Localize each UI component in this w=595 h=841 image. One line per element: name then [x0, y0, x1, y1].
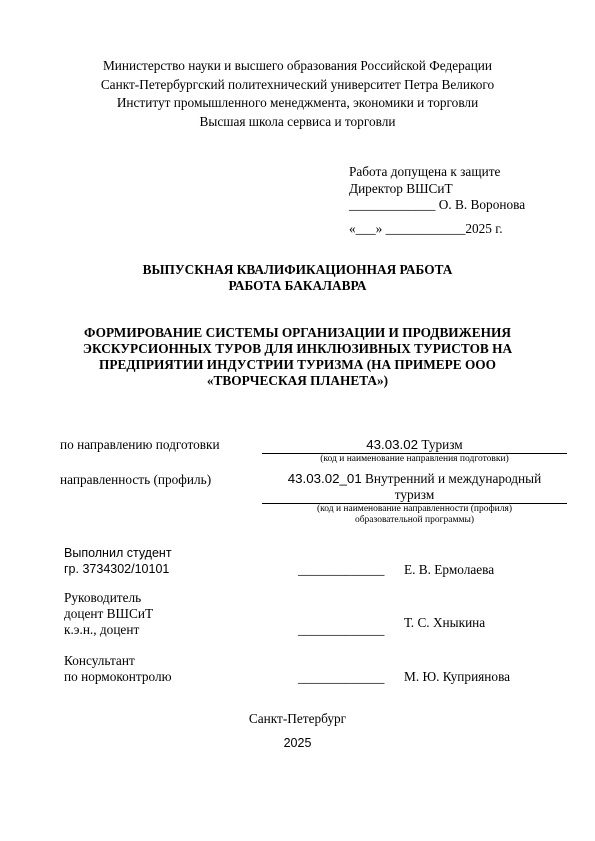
- student-group-number: 3734302/10101: [82, 562, 170, 576]
- student-name: Е. В. Ермолаева: [404, 562, 495, 577]
- institute-line: Институт промышленного менеджмента, экономики и торговли: [116, 95, 479, 110]
- consultant-label: Консультант: [64, 653, 135, 668]
- direction-label: по направлению подготовки: [60, 437, 220, 452]
- approval-date: «___» ____________2025 г.: [349, 221, 503, 236]
- university-line: Санкт-Петербургский политехнический университет Петра Великого: [100, 77, 495, 92]
- footer-city: Санкт-Петербург: [248, 711, 347, 726]
- footer-year: 2025: [283, 736, 312, 750]
- approval-signature: _____________ О. В. Воронова: [349, 197, 526, 212]
- consultant-role: по нормоконтролю: [64, 669, 172, 684]
- student-signature-blank: _____________: [298, 562, 385, 577]
- profile-name: Внутренний и международный: [365, 471, 542, 486]
- profile-value-line-2: туризм: [394, 487, 435, 502]
- direction-value: [262, 437, 567, 453]
- student-label: Выполнил студент: [64, 546, 172, 560]
- work-type-title: ВЫПУСКНАЯ КВАЛИФИКАЦИОННАЯ РАБОТА: [142, 262, 453, 277]
- profile-value-line-1: [262, 471, 567, 487]
- supervisor-position: доцент ВШСиТ: [64, 606, 154, 621]
- approval-admitted: Работа допущена к защите: [349, 164, 501, 179]
- topic-line-3: ПРЕДПРИЯТИИ ИНДУСТРИИ ТУРИЗМА (НА ПРИМЕРЕ ООО: [99, 357, 496, 372]
- direction-name: Туризм: [421, 437, 463, 452]
- consultant-name: М. Ю. Куприянова: [404, 669, 511, 684]
- topic-line-2: ЭКСКУРСИОННЫХ ТУРОВ ДЛЯ ИНКЛЮЗИВНЫХ ТУРИСТОВ НА: [82, 341, 513, 356]
- student-group: [64, 561, 169, 577]
- topic-line-1: ФОРМИРОВАНИЕ СИСТЕМЫ ОРГАНИЗАЦИИ И ПРОДВИЖЕНИЯ: [84, 325, 511, 340]
- approval-director: Директор ВШСиТ: [349, 181, 453, 196]
- consultant-signature-blank: _____________: [298, 670, 385, 685]
- supervisor-label: Руководитель: [64, 590, 142, 605]
- supervisor-signature-blank: _____________: [298, 622, 385, 637]
- direction-caption: (код и наименование направления подготовки): [320, 454, 509, 464]
- supervisor-name: Т. С. Хныкина: [404, 615, 486, 630]
- school-line: Высшая школа сервиса и торговли: [199, 114, 396, 129]
- work-type-subtitle: РАБОТА БАКАЛАВРА: [228, 278, 367, 293]
- supervisor-degree: к.э.н., доцент: [64, 622, 140, 637]
- student-group-prefix: гр.: [64, 562, 79, 576]
- topic-line-4: «ТВОРЧЕСКАЯ ПЛАНЕТА»): [206, 373, 389, 388]
- direction-code: 43.03.02: [366, 437, 419, 452]
- profile-label: направленность (профиль): [60, 472, 212, 487]
- profile-code: 43.03.02_01: [287, 471, 362, 486]
- profile-caption-line-2: образовательной программы): [354, 515, 475, 525]
- ministry-line: Министерство науки и высшего образования Российской Федерации: [102, 58, 493, 73]
- profile-caption-line-1: (код и наименование направленности (профиля): [316, 504, 512, 514]
